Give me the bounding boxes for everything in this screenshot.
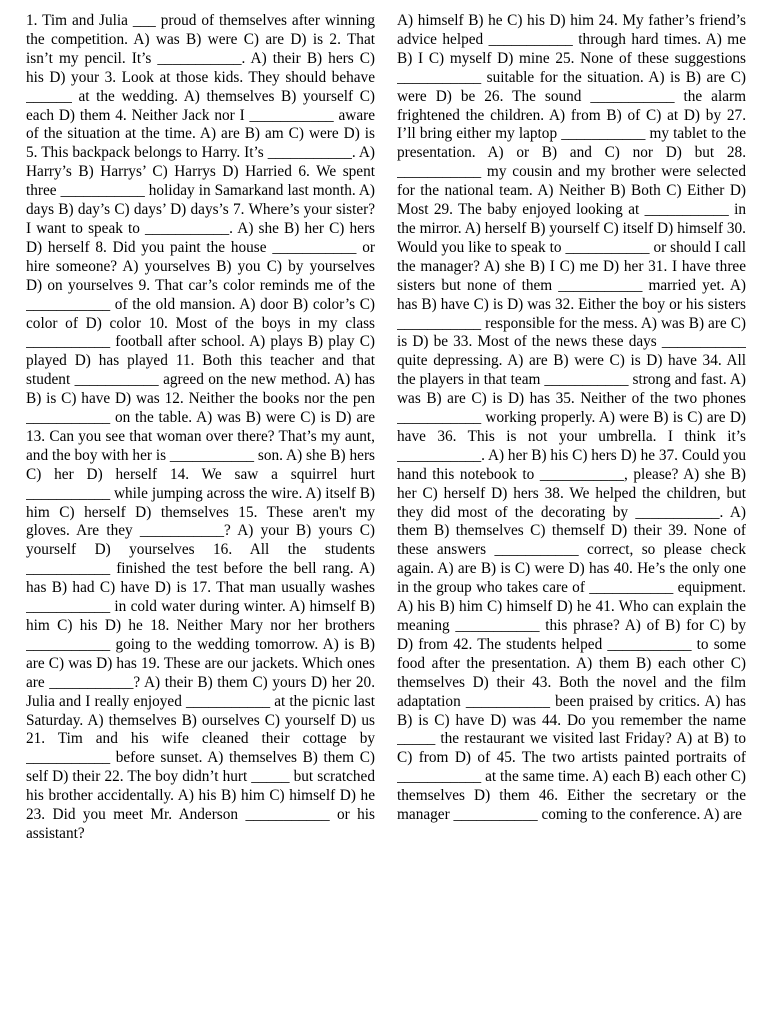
question-item: 34. All the players in that team ___________ strong and fast. A) was B) are C) is D) has <box>397 352 746 408</box>
question-item: 11. Both this teacher and that student ___________ agreed on the new method. A) has B) is C) have D) was <box>26 352 375 408</box>
question-item: 33. Most of the news these days ___________ quite depressing. A) are B) were C) is D) have <box>397 333 746 370</box>
question-item: 37. Could you hand this notebook to ___________, please? A) she B) her C) herself D) hers <box>397 446 746 502</box>
question-item: 10. Most of the boys in my class ___________ football after school. A) plays B) play C) played D) has played <box>26 314 375 370</box>
question-item: 46. Either the secretary or the manager ___________ coming to the conference. A) are <box>397 787 746 824</box>
question-item: 4. Neither Jack nor I ___________ aware of the situation at the time. A) are B) am C) were D) is <box>26 106 375 143</box>
right-column <box>397 12 746 1022</box>
question-item: 15. These aren't my gloves. Are they ___________? A) your B) yours C) yourself D) yourselves <box>26 503 375 559</box>
question-item: 22. The boy didn’t hurt _____ but scratched his brother accidentally. A) his B) him C) himself D) he <box>26 768 375 805</box>
left-column <box>26 12 375 1022</box>
question-item: 8. Did you paint the house ___________ or hire someone? A) yourselves B) you C) by yourselves D) on yourselves <box>26 238 375 294</box>
question-item: 26. The sound ___________ the alarm frightened the children. A) from B) of C) at D) by <box>397 87 746 124</box>
question-item: 42. The students helped ___________ to some food after the presentation. A) them B) each other C) themselves D) their <box>397 635 746 691</box>
question-item: 43. Both the novel and the film adaptation ___________ been praised by critics. A) has B) is C) have D) was <box>397 673 746 729</box>
question-item: 12. Neither the books nor the pen ___________ on the table. A) was B) were C) is D) are <box>26 390 375 427</box>
question-item: 39. None of these answers ___________ correct, so please check again. A) are B) is C) were D) has <box>397 522 746 578</box>
question-item: 40. He’s the only one in the group who takes care of ___________ equipment. A) his B) him C) himself D) he <box>397 560 746 616</box>
question-item: 41. Who can explain the meaning ___________ this phrase? A) of B) for C) by D) from <box>397 598 746 653</box>
question-item: 27. I’ll bring either my laptop ___________ my tablet to the presentation. A) or B) and C) nor D) but <box>397 106 746 162</box>
question-item: 1. Tim and Julia ___ proud of themselves after winning the competition. A) was B) were C) are D) is <box>26 12 375 48</box>
question-item: 30. Would you like to speak to ___________ or should I call the manager? A) she B) I C) me D) her <box>397 219 746 275</box>
question-item: 28. ___________ my cousin and my brother were selected for the national team. A) Neither B) Both C) Either D) Most <box>397 144 746 219</box>
question-item: 13. Can you see that woman over there? That’s my aunt, and the boy with her is ___________ son. A) she B) hers C) her D) herself <box>26 427 375 483</box>
question-item: 44. Do you remember the name _____ the restaurant we visited last Friday? A) at B) to C) from D) of <box>397 711 746 767</box>
question-item: 9. That car’s color reminds me of the ___________ of the old mansion. A) door B) color’s C) color of D) color <box>26 276 375 332</box>
question-item: 18. Neither Mary nor her brothers ___________ going to the wedding tomorrow. A) is B) are C) was D) has <box>26 617 375 672</box>
question-item: 7. Where’s your sister? I want to speak to ___________. A) she B) her C) hers D) herself <box>26 201 375 256</box>
question-item: 2. That isn’t my pencil. It’s ___________. A) their B) hers C) his D) your <box>26 30 375 86</box>
question-item: 25. None of these suggestions ___________ suitable for the situation. A) is B) are C) were D) be <box>397 49 746 105</box>
question-item: 32. Either the boy or his sisters ___________ responsible for the mess. A) was B) are C) is D) be <box>397 295 746 351</box>
question-item: 3. Look at those kids. They should behave ______ at the wedding. A) themselves B) yourself C) each D) them <box>26 68 375 124</box>
question-item: 31. I have three sisters but none of them ___________ married yet. A) has B) have C) is D) was <box>397 257 746 313</box>
question-item: 5. This backpack belongs to Harry. It’s ___________. A) Harry’s B) Harrys’ C) Harrys D) Harried <box>26 144 375 181</box>
question-item: 23. Did you meet Mr. Anderson ___________ or his assistant? <box>26 806 375 842</box>
question-item: 35. Neither of the two phones ___________ working properly. A) were B) is C) are D) have <box>397 390 746 445</box>
question-item: 24. My father’s friend’s advice helped ___________ through hard times. A) me B) I C) myself D) mine <box>397 12 746 67</box>
question-item: 38. We helped the children, but they did most of the decorating by ___________. A) them B) themselves C) themself D) their <box>397 484 746 540</box>
question-item: 29. The baby enjoyed looking at ___________ in the mirror. A) herself B) yourself C) itself D) himself <box>397 201 746 237</box>
question-item: A) himself B) he C) his D) him <box>397 12 595 29</box>
question-item: 16. All the students ___________ finished the test before the bell rang. A) has B) had C) have D) is <box>26 541 375 597</box>
question-item: 36. This is not your umbrella. I think it’s ___________. A) her B) his C) hers D) he <box>397 427 746 464</box>
question-item: 45. The two artists painted portraits of ___________ at the same time. A) each B) each other C) themselves D) them <box>397 749 746 805</box>
question-item: 20. Julia and I really enjoyed ___________ at the picnic last Saturday. A) themselves B) ourselves C) yourself D) us <box>26 673 375 729</box>
question-item: 14. We saw a squirrel hurt ___________ while jumping across the wire. A) itself B) him C) herself D) themselves <box>26 465 375 521</box>
question-item: 6. We spent three ___________ holiday in Samarkand last month. A) days B) day’s C) days’ D) days’s <box>26 163 375 219</box>
question-item: 19. These are our jackets. Which ones are ___________? A) their B) them C) yours D) her <box>26 654 375 691</box>
question-item: 21. Tim and his wife cleaned their cottage by ___________ before sunset. A) themselves B) them C) self D) their <box>26 730 375 786</box>
question-item: 17. That man usually washes ___________ in cold water during winter. A) himself B) him C) his D) he <box>26 579 375 634</box>
